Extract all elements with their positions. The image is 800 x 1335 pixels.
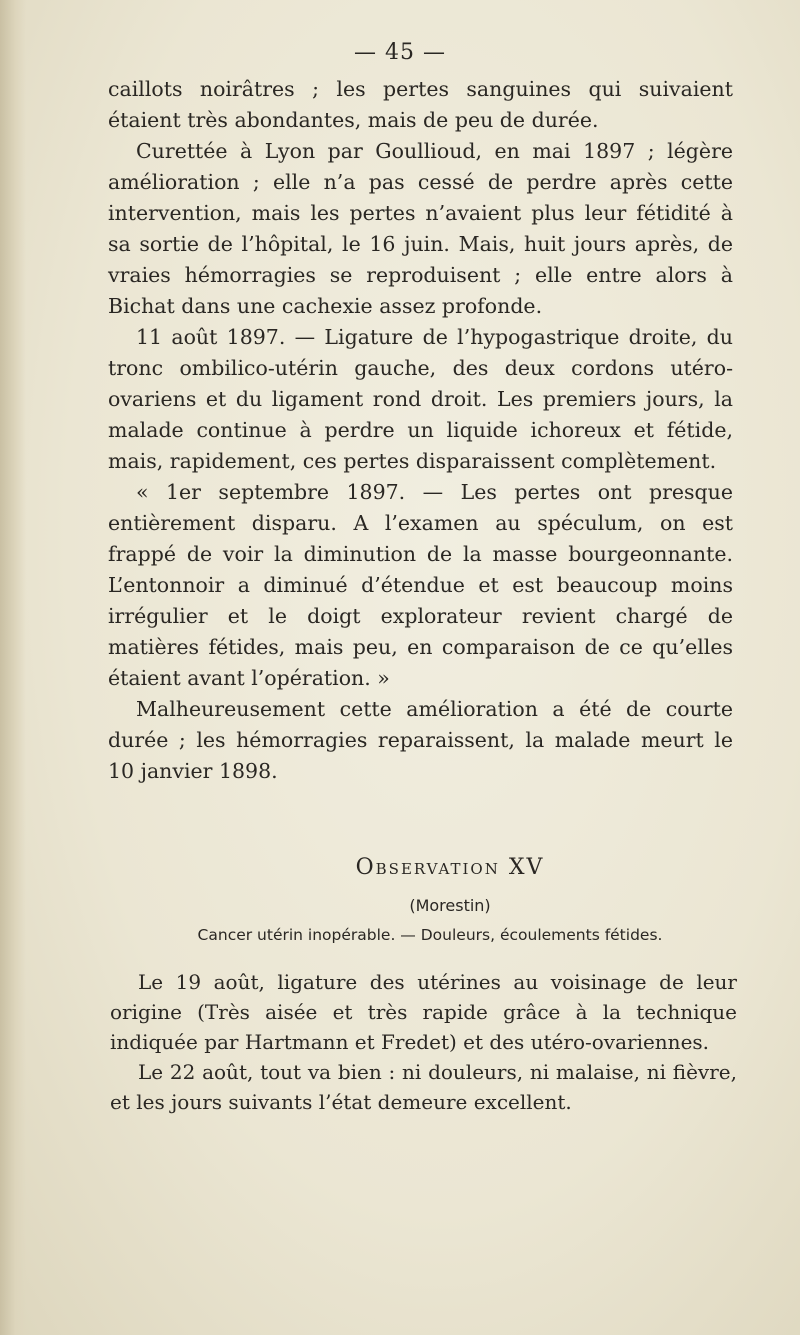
paragraph: Curettée à Lyon par Goullioud, en mai 1897 ; légère amélioration ; elle n’a pas cessé de perdre après cette intervention, mais les pertes n’avaient plus leur fétidité à sa sortie de l’hôpital, le 16 juin. Mais, huit jours après, de vraies hémorragies se reproduisent ; elle entre alors à Bichat dans une cachexie assez profonde. [108, 139, 733, 318]
paragraph: Le 22 août, tout va bien : ni douleurs, ni malaise, ni fièvre, et les jours suivants l’état demeure excellent. [110, 1060, 737, 1114]
page-number: — 45 — [354, 40, 446, 65]
body-text [108, 74, 733, 787]
paragraph: 11 août 1897. — Ligature de l’hypogastrique droite, du tronc ombilico-utérin gauche, des deux cordons utéro-ovariens et du ligament rond droit. Les premiers jours, la malade continue à perdre un liquide ichoreux et fétide, mais, rapidement, ces pertes disparaissent complètement. [108, 325, 733, 473]
paragraph: caillots noirâtres ; les pertes sanguines qui suivaient étaient très abondantes, mais de peu de durée. [108, 77, 733, 132]
observation-summary: Cancer utérin inopérable. — Douleurs, écoulements fétides. [197, 926, 663, 944]
observation-title: Observation XV [355, 855, 545, 880]
paragraph: « 1er septembre 1897. — Les pertes ont presque entièrement disparu. A l’examen au spéculum, on est frappé de voir la diminution de la masse bourgeonnante. L’entonnoir a diminué d’étendue et est beaucoup moins irrégulier et le doigt explorateur revient chargé de matières fétides, mais peu, en comparaison de ce qu’elles étaient avant l’opération. » [108, 480, 733, 690]
page-edge-shadow [0, 0, 26, 1335]
paragraph: Malheureusement cette amélioration a été de courte durée ; les hémorragies reparaissent, la malade meurt le 10 janvier 1898. [108, 697, 733, 783]
observation-author: (Morestin) [409, 896, 491, 915]
paragraph: Le 19 août, ligature des utérines au voisinage de leur origine (Très aisée et très rapide grâce à la technique indiquée par Hartmann et Fredet) et des utéro-ovariennes. [110, 970, 737, 1054]
observation-text [110, 967, 737, 1117]
